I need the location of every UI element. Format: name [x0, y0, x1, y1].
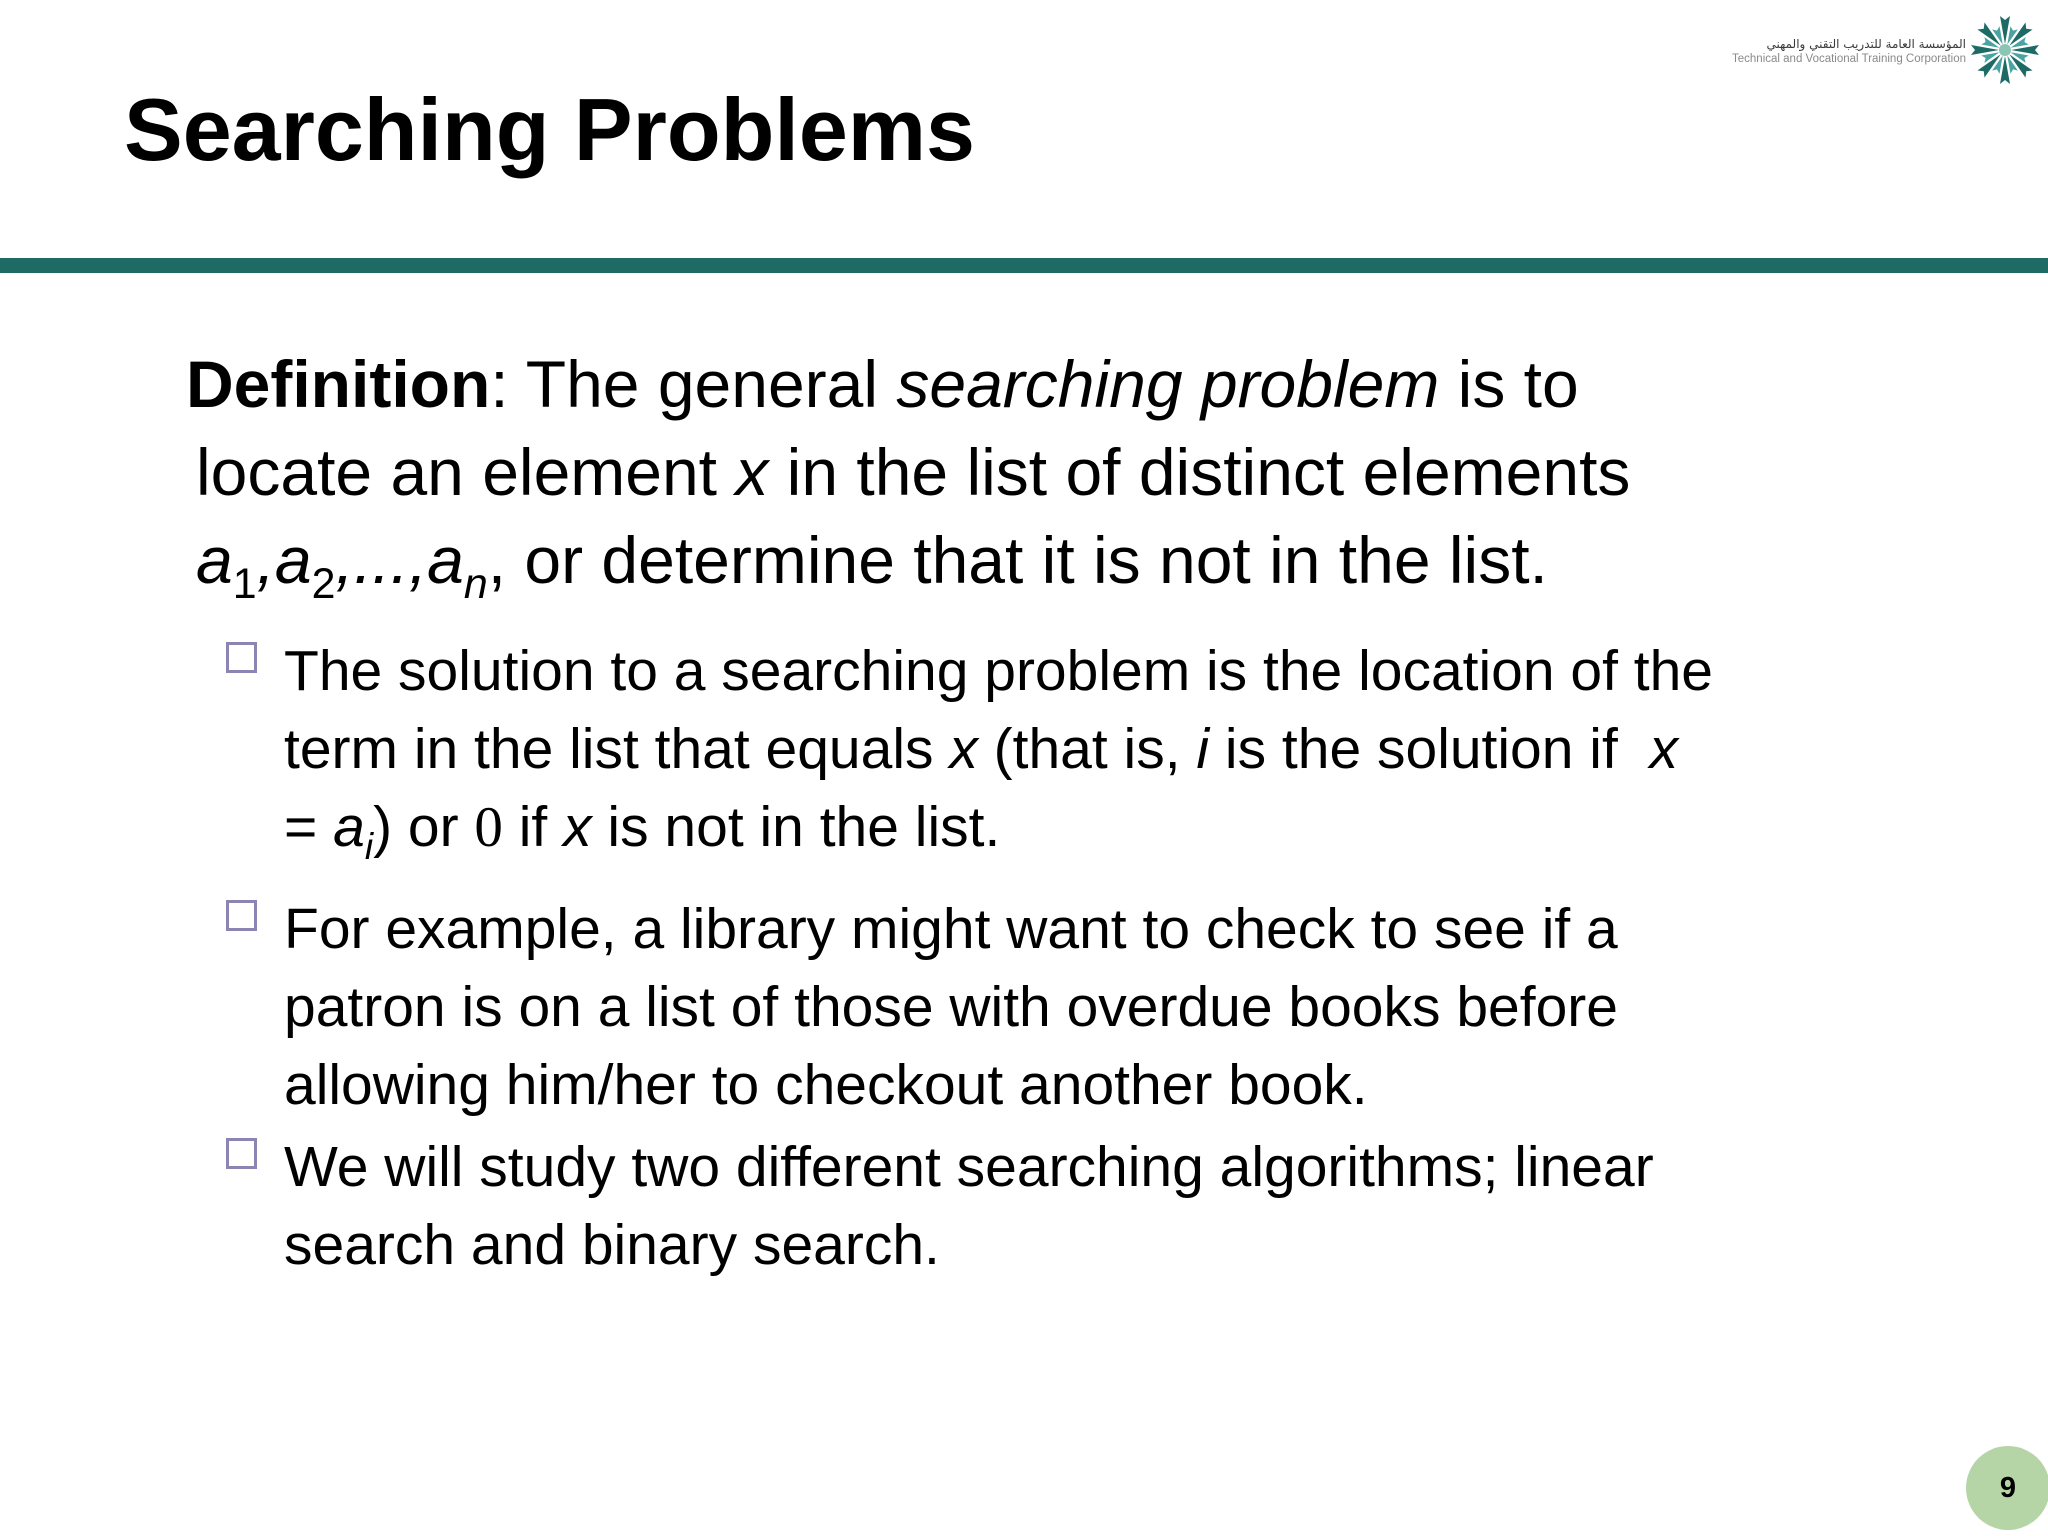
math-subscript: i — [364, 824, 374, 867]
bullet-line: allowing him/her to checkout another book. — [284, 1053, 1368, 1117]
definition-text: in the list of distinct elements — [768, 435, 1631, 509]
math-variable: a — [196, 523, 233, 597]
definition-text: , or determine that it is not in the list. — [487, 523, 1548, 597]
bullet-text: is the solution if — [1209, 717, 1650, 781]
logo-english-text: Technical and Vocational Training Corporation — [1732, 53, 1966, 65]
bullet-line — [284, 710, 1946, 788]
bullet-line: We will study two different searching algorithms; linear — [284, 1135, 1654, 1199]
math-variable: a — [333, 795, 365, 859]
page-number-badge: 9 — [1966, 1446, 2048, 1530]
checkbox-bullet-icon — [226, 642, 257, 673]
math-zero: 0 — [474, 796, 503, 859]
bullet-text: = — [284, 795, 334, 859]
bullet-item — [226, 1128, 1946, 1284]
bullet-line: The solution to a searching problem is the location of the — [284, 639, 1714, 703]
slide-title: Searching Problems — [124, 80, 975, 179]
bullet-text: ) or — [373, 795, 475, 859]
definition-block — [186, 340, 1906, 608]
definition-text: is to — [1439, 347, 1579, 421]
math-variable: i — [1196, 717, 1210, 781]
bullet-text: term in the list that equals — [284, 717, 950, 781]
checkbox-bullet-icon — [226, 900, 257, 931]
bullet-text: (that is, — [977, 717, 1197, 781]
bullet-list — [226, 632, 1946, 1284]
logo-mark-icon — [1968, 10, 2042, 94]
bullet-item — [226, 890, 1946, 1124]
bullet-line: search and binary search. — [284, 1213, 940, 1277]
definition-emphasis: searching problem — [896, 347, 1440, 421]
math-variable: x — [563, 795, 592, 859]
bullet-line — [284, 788, 1946, 867]
definition-line — [186, 428, 1906, 516]
bullet-line: patron is on a list of those with overdue books before — [284, 975, 1618, 1039]
bullet-text: if — [502, 795, 564, 859]
logo-text — [1732, 36, 1966, 67]
math-subscript: 2 — [311, 560, 336, 608]
title-divider — [0, 258, 2048, 273]
definition-line — [186, 340, 1906, 428]
math-subscript: 1 — [232, 560, 257, 608]
definition-text: : The general — [490, 347, 897, 421]
math-variable: ,...,a — [335, 523, 464, 597]
checkbox-bullet-icon — [226, 1138, 257, 1169]
definition-text: locate an element — [196, 435, 736, 509]
bullet-text: is not in the list. — [591, 795, 1001, 859]
math-variable: ,a — [256, 523, 312, 597]
logo-arabic-text: المؤسسة العامة للتدريب التقني والمهني — [1766, 37, 1966, 51]
bullet-item — [226, 632, 1946, 867]
tvtc-logo — [1732, 10, 2042, 94]
definition-term: Definition — [186, 347, 491, 421]
bullet-line: For example, a library might want to check to see if a — [284, 897, 1618, 961]
math-variable: x — [949, 717, 978, 781]
math-subscript: n — [463, 560, 488, 608]
math-variable: x — [1649, 717, 1678, 781]
math-variable: x — [735, 435, 769, 509]
definition-line — [186, 516, 1906, 608]
